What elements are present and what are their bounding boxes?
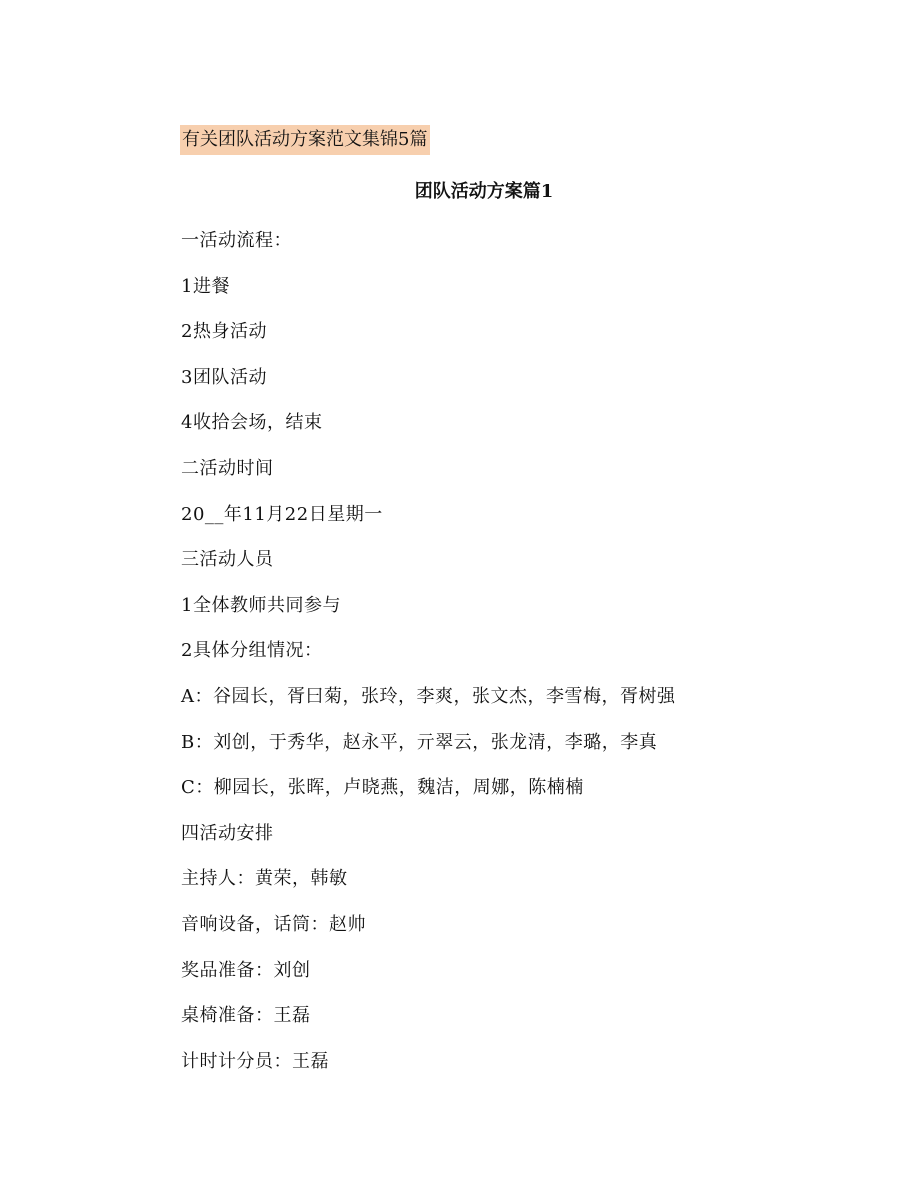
body-line-group-b: B：刘创，于秀华，赵永平，亓翠云，张龙清，李璐，李真 (181, 731, 658, 753)
body-line-step-1: 1进餐 (181, 275, 230, 297)
section-heading: 团队活动方案篇1 (414, 181, 554, 202)
body-lines (181, 228, 676, 1094)
body-line-host: 主持人：黄荣，韩敏 (181, 868, 348, 890)
body-line-heading-time: 二活动时间 (181, 457, 274, 479)
body-line-heading-people: 三活动人员 (181, 549, 274, 571)
body-line-group-a: A：谷园长，胥曰菊，张玲，李爽，张文杰，李雪梅，胥树强 (181, 685, 676, 707)
body-line-prizes: 奖品准备：刘创 (181, 959, 311, 981)
body-line-timekeeper: 计时计分员：王磊 (181, 1050, 329, 1072)
body-line-participants: 1全体教师共同参与 (181, 594, 341, 616)
body-line-step-3: 3团队活动 (181, 366, 267, 388)
body-line-heading-arrangement: 四活动安排 (181, 822, 274, 844)
body-line-grouping: 2具体分组情况： (181, 640, 323, 662)
body-line-step-4: 4收拾会场，结束 (181, 412, 323, 434)
body-line-group-c: C：柳园长，张晖，卢晓燕，魏洁，周娜，陈楠楠 (181, 777, 584, 799)
body-line-date: 20__年11月22日星期一 (181, 503, 383, 525)
document-title: 有关团队活动方案范文集锦5篇 (180, 125, 430, 155)
body-line-audio: 音响设备，话筒：赵帅 (181, 913, 366, 935)
body-line-furniture: 桌椅准备：王磊 (181, 1005, 311, 1027)
body-line-heading-flow: 一活动流程： (181, 230, 292, 251)
body-line-step-2: 2热身活动 (181, 321, 267, 343)
